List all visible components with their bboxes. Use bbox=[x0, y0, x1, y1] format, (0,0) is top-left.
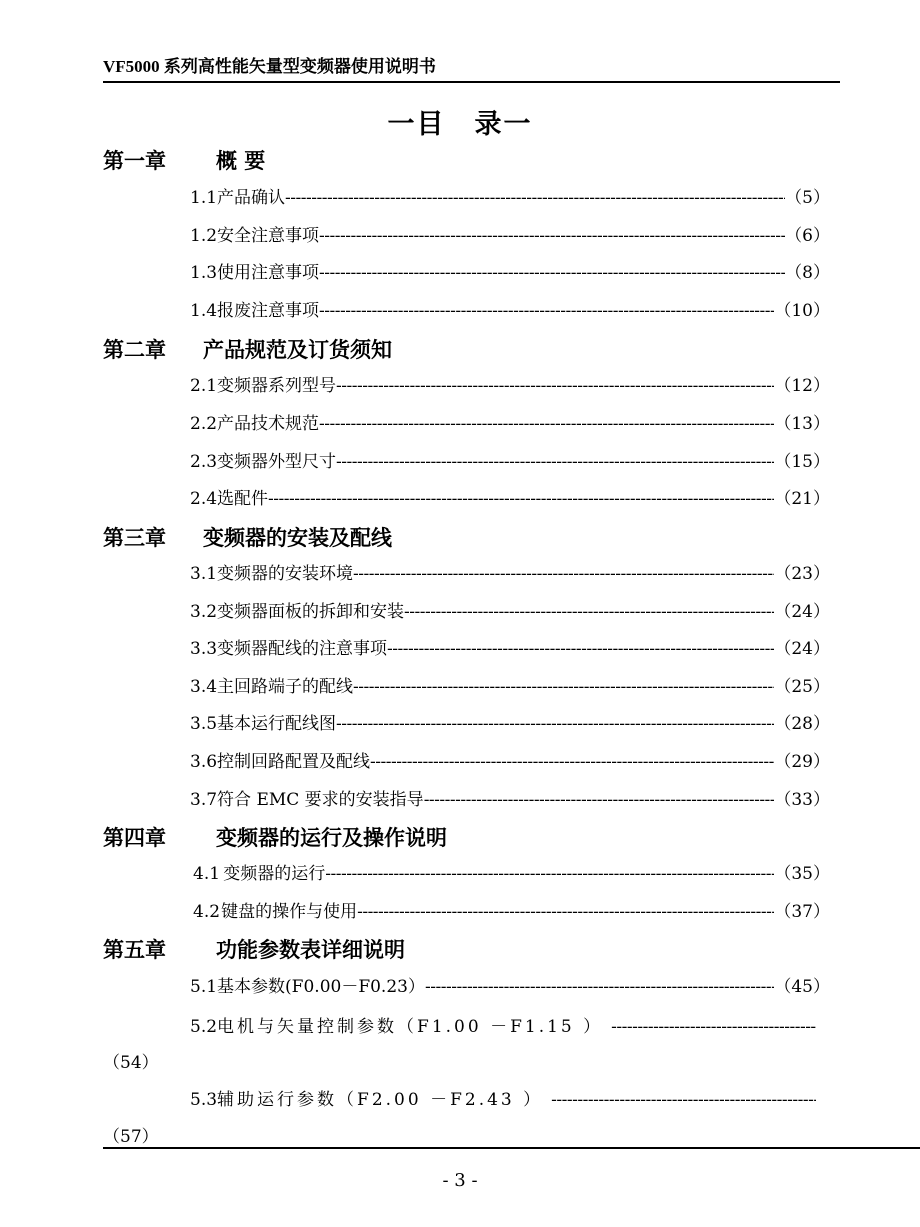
toc-title: 一目 录一 bbox=[387, 109, 533, 140]
entry-number: 3.2 bbox=[190, 602, 218, 622]
entry-number: 3.1 bbox=[190, 564, 218, 584]
entry-text: 变频器系列型号 bbox=[217, 376, 337, 396]
toc-entry[interactable] bbox=[190, 672, 830, 696]
entry-number: 5.2 bbox=[190, 1017, 218, 1037]
entry-page: （35） bbox=[774, 864, 830, 884]
entry-page: （28） bbox=[774, 714, 830, 734]
chapter-title: 变频器的运行及操作说明 bbox=[216, 826, 447, 850]
dot-leader bbox=[425, 977, 774, 997]
document-header: VF5000 系列高性能矢量型变频器使用说明书 bbox=[103, 57, 436, 76]
entry-page: （23） bbox=[774, 564, 830, 584]
entry-text: 主回路端子的配线 bbox=[217, 677, 354, 697]
dot-leader bbox=[404, 602, 774, 622]
entry-text: 控制回路配置及配线 bbox=[217, 752, 371, 772]
toc-entry[interactable] bbox=[190, 597, 830, 621]
entry-text: 键盘的操作与使用 bbox=[221, 902, 358, 922]
chapter-title: 变频器的安装及配线 bbox=[203, 526, 392, 550]
entry-page: （45） bbox=[774, 977, 830, 997]
entry-number: 3.4 bbox=[190, 677, 218, 697]
entry-page: （24） bbox=[774, 639, 830, 659]
toc-entry[interactable] bbox=[190, 296, 830, 320]
entry-text: 产品确认 bbox=[217, 188, 286, 208]
entry-text: 基本参数(F0.00－F0.23） bbox=[217, 977, 425, 997]
dot-leader bbox=[325, 864, 774, 884]
chapter-title: 功能参数表详细说明 bbox=[216, 938, 405, 962]
toc-entry[interactable] bbox=[190, 972, 830, 996]
entry-text: 辅助运行参数（F2.00 －F2.43 ） bbox=[217, 1090, 544, 1110]
dot-leader bbox=[336, 452, 774, 472]
chapter-label: 第四章 bbox=[103, 826, 166, 850]
dot-leader bbox=[353, 564, 774, 584]
dot-leader bbox=[611, 1017, 816, 1037]
dot-leader bbox=[319, 263, 785, 283]
entry-number: 2.4 bbox=[190, 489, 218, 509]
entry-number: 1.3 bbox=[190, 263, 218, 283]
entry-page: （6） bbox=[785, 226, 830, 246]
chapter-title: 产品规范及订货须知 bbox=[203, 338, 392, 362]
chapter-heading bbox=[103, 145, 266, 175]
entry-page: （21） bbox=[774, 489, 830, 509]
entry-page: （57） bbox=[103, 1127, 159, 1147]
dot-leader bbox=[370, 752, 774, 772]
dot-leader bbox=[285, 188, 785, 208]
entry-number: 5.1 bbox=[190, 977, 218, 997]
entry-page: （8） bbox=[785, 263, 830, 283]
entry-number: 4.1 bbox=[193, 864, 221, 884]
entry-page: （25） bbox=[774, 677, 830, 697]
entry-number: 1.2 bbox=[190, 226, 218, 246]
dot-leader bbox=[319, 414, 774, 434]
dot-leader bbox=[424, 790, 775, 810]
chapter-heading bbox=[103, 334, 392, 364]
chapter-label: 第一章 bbox=[103, 149, 166, 173]
toc-entry[interactable] bbox=[190, 183, 830, 207]
header-divider bbox=[103, 81, 840, 83]
entry-text: 安全注意事项 bbox=[217, 226, 320, 246]
dot-leader bbox=[319, 301, 774, 321]
entry-number: 1.4 bbox=[190, 301, 218, 321]
toc-entry[interactable] bbox=[190, 447, 830, 471]
entry-page: （29） bbox=[774, 752, 830, 772]
toc-entry[interactable] bbox=[190, 785, 830, 809]
toc-entry[interactable] bbox=[190, 221, 830, 245]
toc-entry[interactable] bbox=[190, 747, 830, 771]
entry-text: 使用注意事项 bbox=[217, 263, 320, 283]
entry-text: 电机与矢量控制参数（F1.00 －F1.15 ） bbox=[217, 1017, 604, 1037]
dot-leader bbox=[336, 714, 774, 734]
entry-text: 基本运行配线图 bbox=[217, 714, 337, 734]
entry-page: （12） bbox=[774, 376, 830, 396]
chapter-label: 第五章 bbox=[103, 938, 166, 962]
dot-leader bbox=[319, 226, 785, 246]
chapter-heading bbox=[103, 522, 392, 552]
entry-page: （10） bbox=[774, 301, 830, 321]
chapter-label: 第二章 bbox=[103, 338, 166, 362]
entry-page: （33） bbox=[774, 790, 830, 810]
entry-text: 变频器的运行 bbox=[223, 864, 326, 884]
entry-text: 符合 EMC 要求的安装指导 bbox=[217, 790, 424, 810]
chapter-heading bbox=[103, 934, 405, 964]
entry-text: 变频器面板的拆卸和安装 bbox=[217, 602, 405, 622]
chapter-heading bbox=[103, 822, 447, 852]
entry-page: （13） bbox=[774, 414, 830, 434]
dot-leader bbox=[268, 489, 774, 509]
entry-number: 1.1 bbox=[190, 188, 218, 208]
entry-number: 2.1 bbox=[190, 376, 218, 396]
entry-text: 变频器外型尺寸 bbox=[217, 452, 337, 472]
entry-page: （24） bbox=[774, 602, 830, 622]
entry-page: （54） bbox=[103, 1053, 159, 1073]
entry-text: 变频器的安装环境 bbox=[217, 564, 354, 584]
dot-leader bbox=[551, 1090, 816, 1110]
entry-number: 2.3 bbox=[190, 452, 218, 472]
dot-leader bbox=[387, 639, 774, 659]
toc-entry[interactable] bbox=[190, 559, 830, 583]
entry-text: 报废注意事项 bbox=[217, 301, 320, 321]
entry-page: （37） bbox=[774, 902, 830, 922]
entry-number: 4.2 bbox=[193, 902, 221, 922]
entry-number: 3.6 bbox=[190, 752, 218, 772]
chapter-label: 第三章 bbox=[103, 526, 166, 550]
entry-page: （5） bbox=[785, 188, 830, 208]
entry-number: 3.3 bbox=[190, 639, 218, 659]
entry-number: 5.3 bbox=[190, 1090, 218, 1110]
toc-entry[interactable] bbox=[190, 371, 830, 395]
entry-text: 产品技术规范 bbox=[217, 414, 320, 434]
toc-entry[interactable] bbox=[190, 409, 830, 433]
toc-entry[interactable] bbox=[193, 897, 830, 921]
toc-entry-wrapped[interactable] bbox=[190, 1012, 816, 1036]
entry-number: 3.7 bbox=[190, 790, 218, 810]
toc-entry[interactable] bbox=[190, 258, 830, 282]
dot-leader bbox=[357, 902, 774, 922]
footer-divider bbox=[103, 1147, 920, 1149]
toc-entry[interactable] bbox=[190, 634, 830, 658]
entry-text: 选配件 bbox=[217, 489, 269, 509]
entry-number: 2.2 bbox=[190, 414, 218, 434]
dot-leader bbox=[353, 677, 774, 697]
entry-page: （15） bbox=[774, 452, 830, 472]
toc-entry-wrapped[interactable] bbox=[190, 1085, 816, 1109]
chapter-title: 概 要 bbox=[216, 149, 266, 173]
entry-text: 变频器配线的注意事项 bbox=[217, 639, 388, 659]
page-number: - 3 - bbox=[442, 1170, 478, 1191]
toc-entry[interactable] bbox=[190, 709, 830, 733]
dot-leader bbox=[336, 376, 774, 396]
toc-entry[interactable] bbox=[193, 859, 830, 883]
entry-number: 3.5 bbox=[190, 714, 218, 734]
toc-entry[interactable] bbox=[190, 484, 830, 508]
